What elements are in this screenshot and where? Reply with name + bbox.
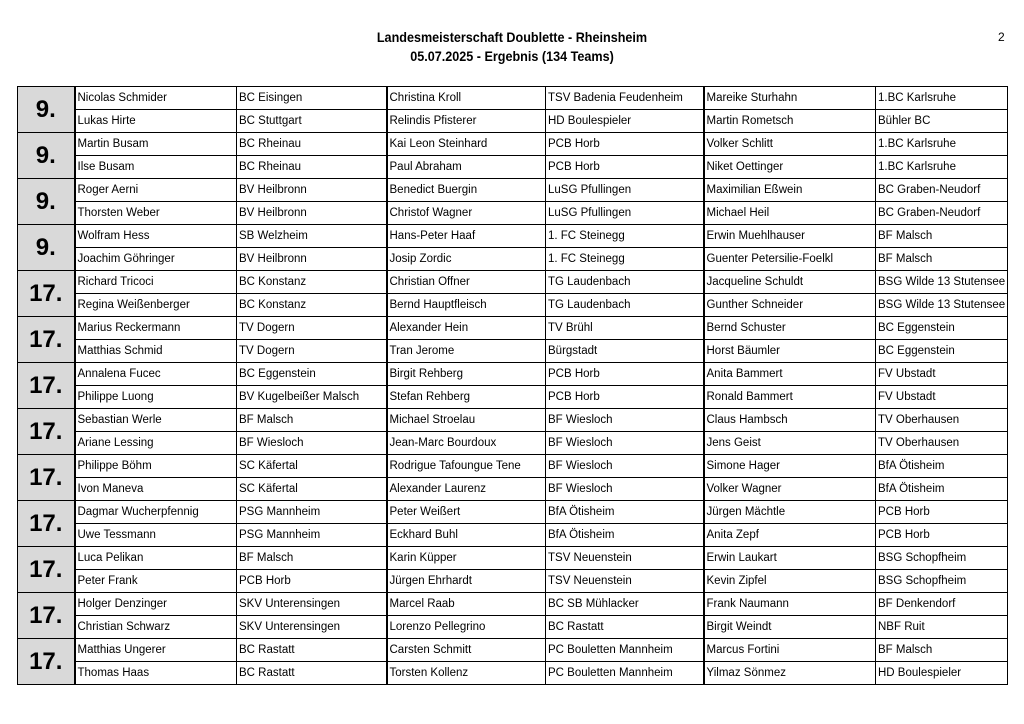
player-name: Annalena Fucec	[75, 363, 237, 386]
rank-cell: 17.	[18, 639, 75, 685]
player-club: TG Laudenbach	[546, 294, 704, 317]
player-name: Anita Bammert	[704, 363, 876, 386]
player-club: BF Wiesloch	[546, 478, 704, 501]
player-club: NBF Ruit	[876, 616, 1008, 639]
player-club: PC Bouletten Mannheim	[546, 639, 704, 662]
player-name: Horst Bäumler	[704, 340, 876, 363]
player-club: BSG Wilde 13 Stutensee	[876, 271, 1008, 294]
table-row	[18, 202, 1008, 225]
table-row	[18, 593, 1008, 616]
player-name: Joachim Göhringer	[75, 248, 237, 271]
player-club: BC Rheinau	[237, 133, 387, 156]
player-club: Bühler BC	[876, 110, 1008, 133]
table-row	[18, 317, 1008, 340]
player-name: Jürgen Ehrhardt	[387, 570, 546, 593]
player-club: SC Käfertal	[237, 478, 387, 501]
player-name: Sebastian Werle	[75, 409, 237, 432]
player-club: SB Welzheim	[237, 225, 387, 248]
player-name: Dagmar Wucherpfennig	[75, 501, 237, 524]
player-name: Volker Schlitt	[704, 133, 876, 156]
rank-cell: 17.	[18, 409, 75, 455]
player-club: PCB Horb	[876, 501, 1008, 524]
player-name: Jürgen Mächtle	[704, 501, 876, 524]
table-row	[18, 271, 1008, 294]
table-row	[18, 478, 1008, 501]
rank-cell: 9.	[18, 133, 75, 179]
player-club: TV Dogern	[237, 340, 387, 363]
player-name: Hans-Peter Haaf	[387, 225, 546, 248]
player-club: BC Konstanz	[237, 294, 387, 317]
player-club: BF Wiesloch	[546, 432, 704, 455]
player-club: LuSG Pfullingen	[546, 179, 704, 202]
table-row	[18, 363, 1008, 386]
player-club: TSV Neuenstein	[546, 547, 704, 570]
player-name: Frank Naumann	[704, 593, 876, 616]
player-name: Regina Weißenberger	[75, 294, 237, 317]
player-club: BC Eggenstein	[876, 317, 1008, 340]
page-number: 2	[998, 30, 1005, 44]
table-row	[18, 179, 1008, 202]
player-name: Relindis Pfisterer	[387, 110, 546, 133]
player-name: Thomas Haas	[75, 662, 237, 685]
player-club: PC Bouletten Mannheim	[546, 662, 704, 685]
rank-cell: 17.	[18, 501, 75, 547]
table-row	[18, 570, 1008, 593]
player-name: Maximilian Eßwein	[704, 179, 876, 202]
player-name: Tran Jerome	[387, 340, 546, 363]
player-name: Carsten Schmitt	[387, 639, 546, 662]
table-row	[18, 133, 1008, 156]
player-name: Matthias Ungerer	[75, 639, 237, 662]
player-name: Alexander Laurenz	[387, 478, 546, 501]
player-name: Marcel Raab	[387, 593, 546, 616]
player-name: Ronald Bammert	[704, 386, 876, 409]
player-club: BF Malsch	[237, 547, 387, 570]
player-club: PCB Horb	[546, 386, 704, 409]
player-club: 1.BC Karlsruhe	[876, 156, 1008, 179]
table-row	[18, 662, 1008, 685]
player-name: Erwin Muehlhauser	[704, 225, 876, 248]
player-club: PCB Horb	[546, 156, 704, 179]
player-name: Jacqueline Schuldt	[704, 271, 876, 294]
player-club: 1. FC Steinegg	[546, 248, 704, 271]
rank-cell: 9.	[18, 179, 75, 225]
player-name: Guenter Petersilie-Foelkl	[704, 248, 876, 271]
table-row	[18, 156, 1008, 179]
player-name: Richard Tricoci	[75, 271, 237, 294]
player-club: FV Ubstadt	[876, 386, 1008, 409]
player-name: Mareike Sturhahn	[704, 87, 876, 110]
table-row	[18, 409, 1008, 432]
player-name: Lorenzo Pellegrino	[387, 616, 546, 639]
player-club: PCB Horb	[546, 363, 704, 386]
player-name: Josip Zordic	[387, 248, 546, 271]
player-club: BSG Schopfheim	[876, 547, 1008, 570]
player-name: Ivon Maneva	[75, 478, 237, 501]
player-name: Roger Aerni	[75, 179, 237, 202]
rank-cell: 17.	[18, 271, 75, 317]
player-name: Peter Frank	[75, 570, 237, 593]
rank-cell: 17.	[18, 317, 75, 363]
player-club: BF Denkendorf	[876, 593, 1008, 616]
player-club: SKV Unterensingen	[237, 593, 387, 616]
player-name: Torsten Kollenz	[387, 662, 546, 685]
player-club: BfA Ötisheim	[876, 455, 1008, 478]
player-club: BC Graben-Neudorf	[876, 179, 1008, 202]
player-club: HD Boulespieler	[876, 662, 1008, 685]
player-name: Ariane Lessing	[75, 432, 237, 455]
player-name: Marcus Fortini	[704, 639, 876, 662]
player-club: BC Eggenstein	[876, 340, 1008, 363]
player-name: Karin Küpper	[387, 547, 546, 570]
player-club: TV Oberhausen	[876, 432, 1008, 455]
player-club: BC Eisingen	[237, 87, 387, 110]
table-row	[18, 455, 1008, 478]
player-club: 1.BC Karlsruhe	[876, 133, 1008, 156]
player-name: Anita Zepf	[704, 524, 876, 547]
table-row	[18, 547, 1008, 570]
table-row	[18, 294, 1008, 317]
player-club: TV Dogern	[237, 317, 387, 340]
player-name: Christina Kroll	[387, 87, 546, 110]
player-club: 1. FC Steinegg	[546, 225, 704, 248]
player-club: BV Heilbronn	[237, 248, 387, 271]
player-club: TSV Badenia Feudenheim	[546, 87, 704, 110]
document-subtitle: 05.07.2025 - Ergebnis (134 Teams)	[410, 48, 614, 64]
player-name: Bernd Schuster	[704, 317, 876, 340]
table-row	[18, 248, 1008, 271]
player-club: BC Stuttgart	[237, 110, 387, 133]
player-club: BSG Wilde 13 Stutensee	[876, 294, 1008, 317]
player-name: Nicolas Schmider	[75, 87, 237, 110]
player-name: Jean-Marc Bourdoux	[387, 432, 546, 455]
player-name: Philippe Böhm	[75, 455, 237, 478]
player-club: TV Oberhausen	[876, 409, 1008, 432]
player-name: Claus Hambsch	[704, 409, 876, 432]
player-club: PSG Mannheim	[237, 501, 387, 524]
player-name: Kevin Zipfel	[704, 570, 876, 593]
player-name: Alexander Hein	[387, 317, 546, 340]
player-club: BC SB Mühlacker	[546, 593, 704, 616]
player-name: Christof Wagner	[387, 202, 546, 225]
player-club: TSV Neuenstein	[546, 570, 704, 593]
rank-cell: 17.	[18, 593, 75, 639]
player-name: Erwin Laukart	[704, 547, 876, 570]
rank-cell: 9.	[18, 225, 75, 271]
player-club: BC Eggenstein	[237, 363, 387, 386]
player-name: Wolfram Hess	[75, 225, 237, 248]
player-name: Christian Offner	[387, 271, 546, 294]
player-name: Birgit Weindt	[704, 616, 876, 639]
player-name: Philippe Luong	[75, 386, 237, 409]
player-club: PSG Mannheim	[237, 524, 387, 547]
player-name: Eckhard Buhl	[387, 524, 546, 547]
player-name: Christian Schwarz	[75, 616, 237, 639]
player-name: Peter Weißert	[387, 501, 546, 524]
player-name: Stefan Rehberg	[387, 386, 546, 409]
results-table	[17, 86, 1008, 685]
player-name: Michael Stroelau	[387, 409, 546, 432]
table-row	[18, 340, 1008, 363]
player-club: PCB Horb	[876, 524, 1008, 547]
player-name: Lukas Hirte	[75, 110, 237, 133]
table-row	[18, 386, 1008, 409]
player-club: LuSG Pfullingen	[546, 202, 704, 225]
player-name: Uwe Tessmann	[75, 524, 237, 547]
player-name: Michael Heil	[704, 202, 876, 225]
player-club: BfA Ötisheim	[546, 524, 704, 547]
player-name: Kai Leon Steinhard	[387, 133, 546, 156]
table-row	[18, 616, 1008, 639]
table-row	[18, 432, 1008, 455]
player-club: 1.BC Karlsruhe	[876, 87, 1008, 110]
player-name: Volker Wagner	[704, 478, 876, 501]
table-row	[18, 501, 1008, 524]
player-club: SC Käfertal	[237, 455, 387, 478]
player-club: Bürgstadt	[546, 340, 704, 363]
player-name: Thorsten Weber	[75, 202, 237, 225]
player-club: BSG Schopfheim	[876, 570, 1008, 593]
player-club: BC Rastatt	[237, 639, 387, 662]
player-name: Birgit Rehberg	[387, 363, 546, 386]
player-club: TV Brühl	[546, 317, 704, 340]
table-row	[18, 524, 1008, 547]
player-club: BV Heilbronn	[237, 179, 387, 202]
player-club: BC Graben-Neudorf	[876, 202, 1008, 225]
player-name: Martin Busam	[75, 133, 237, 156]
player-name: Jens Geist	[704, 432, 876, 455]
player-club: TG Laudenbach	[546, 271, 704, 294]
player-name: Paul Abraham	[387, 156, 546, 179]
player-name: Martin Rometsch	[704, 110, 876, 133]
player-club: BC Rastatt	[237, 662, 387, 685]
player-name: Luca Pelikan	[75, 547, 237, 570]
rank-cell: 17.	[18, 547, 75, 593]
player-club: BC Rastatt	[546, 616, 704, 639]
rank-cell: 17.	[18, 363, 75, 409]
player-name: Benedict Buergin	[387, 179, 546, 202]
player-club: PCB Horb	[237, 570, 387, 593]
player-club: SKV Unterensingen	[237, 616, 387, 639]
player-club: BfA Ötisheim	[876, 478, 1008, 501]
document-title: Landesmeisterschaft Doublette - Rheinsheim	[376, 29, 648, 45]
rank-cell: 17.	[18, 455, 75, 501]
player-club: BF Malsch	[876, 248, 1008, 271]
player-club: BC Konstanz	[237, 271, 387, 294]
player-name: Marius Reckermann	[75, 317, 237, 340]
player-club: BF Malsch	[876, 639, 1008, 662]
player-club: BF Malsch	[237, 409, 387, 432]
player-club: BC Rheinau	[237, 156, 387, 179]
player-club: BF Malsch	[876, 225, 1008, 248]
player-club: BF Wiesloch	[546, 409, 704, 432]
player-name: Ilse Busam	[75, 156, 237, 179]
player-club: PCB Horb	[546, 133, 704, 156]
table-row	[18, 225, 1008, 248]
player-club: BF Wiesloch	[237, 432, 387, 455]
player-club: BF Wiesloch	[546, 455, 704, 478]
table-row	[18, 110, 1008, 133]
player-name: Bernd Hauptfleisch	[387, 294, 546, 317]
player-name: Gunther Schneider	[704, 294, 876, 317]
player-name: Matthias Schmid	[75, 340, 237, 363]
rank-cell: 9.	[18, 87, 75, 133]
player-name: Rodrigue Tafoungue Tene	[387, 455, 546, 478]
player-club: BV Heilbronn	[237, 202, 387, 225]
player-name: Niket Oettinger	[704, 156, 876, 179]
player-club: BV Kugelbeißer Malsch	[237, 386, 387, 409]
table-row	[18, 639, 1008, 662]
table-row	[18, 87, 1008, 110]
player-name: Holger Denzinger	[75, 593, 237, 616]
player-name: Yilmaz Sönmez	[704, 662, 876, 685]
player-name: Simone Hager	[704, 455, 876, 478]
player-club: FV Ubstadt	[876, 363, 1008, 386]
player-club: HD Boulespieler	[546, 110, 704, 133]
player-club: BfA Ötisheim	[546, 501, 704, 524]
